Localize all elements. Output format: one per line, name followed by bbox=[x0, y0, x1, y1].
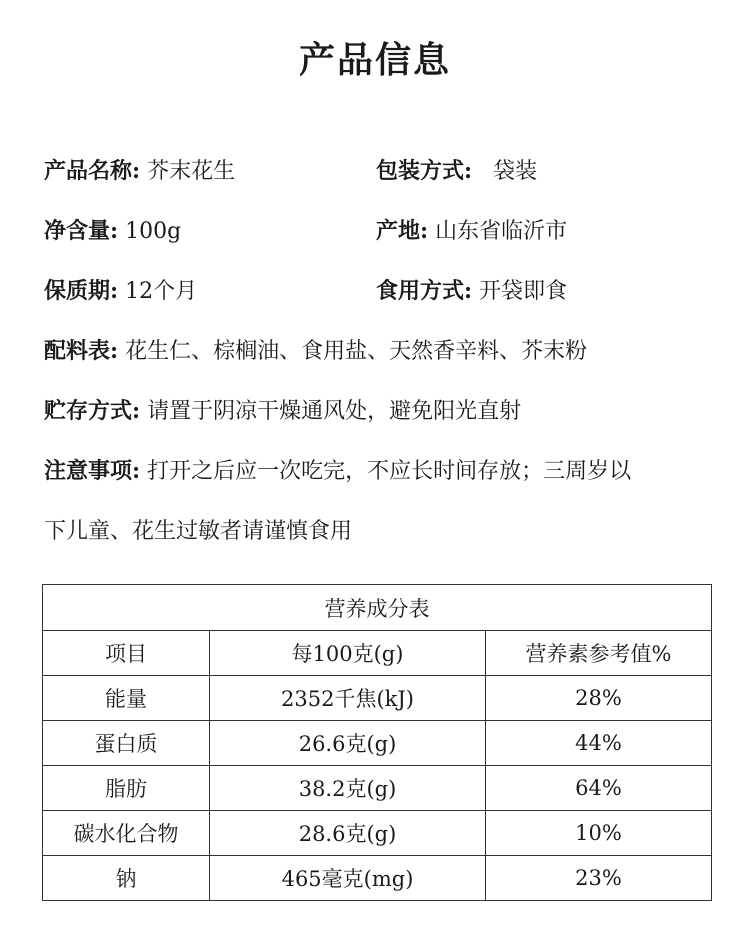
cell-item: 碳水化合物 bbox=[43, 811, 210, 856]
notes-field bbox=[44, 454, 631, 485]
cell-per100: 28.6克(g) bbox=[210, 811, 486, 856]
cell-per100: 465毫克(mg) bbox=[210, 856, 486, 901]
product-name-field bbox=[44, 154, 235, 185]
table-row bbox=[43, 856, 712, 901]
origin-value: 山东省临沂市 bbox=[435, 219, 568, 244]
notes-value-line1: 打开之后应一次吃完，不应长时间存放；三周岁以 bbox=[147, 459, 632, 484]
product-name-label: 产品名称: bbox=[44, 158, 141, 184]
table-row bbox=[43, 766, 712, 811]
header-per100: 每100克(g) bbox=[210, 631, 486, 676]
cell-nrv: 23% bbox=[486, 856, 712, 901]
cell-per100: 38.2克(g) bbox=[210, 766, 486, 811]
ingredients-value: 花生仁、棕榈油、食用盐、天然香辛料、芥末粉 bbox=[125, 339, 588, 364]
packaging-value: 袋装 bbox=[493, 159, 538, 184]
cell-nrv: 64% bbox=[486, 766, 712, 811]
storage-label: 贮存方式: bbox=[44, 398, 141, 424]
origin-label: 产地: bbox=[376, 218, 429, 244]
product-name-value: 芥末花生 bbox=[147, 159, 236, 184]
shelf-life-field bbox=[44, 274, 197, 305]
header-item: 项目 bbox=[43, 631, 210, 676]
usage-field bbox=[376, 274, 567, 305]
cell-item: 蛋白质 bbox=[43, 721, 210, 766]
cell-item: 能量 bbox=[43, 676, 210, 721]
net-weight-label: 净含量: bbox=[44, 218, 119, 244]
page-title: 产品信息 bbox=[298, 39, 451, 81]
table-row bbox=[43, 721, 712, 766]
header-nrv: 营养素参考值% bbox=[486, 631, 712, 676]
notes-value-line2: 下儿童、花生过敏者请谨慎食用 bbox=[44, 519, 353, 544]
net-weight-field bbox=[44, 214, 181, 245]
ingredients-field bbox=[44, 334, 587, 365]
ingredients-label: 配料表: bbox=[44, 338, 119, 364]
origin-field bbox=[376, 214, 567, 245]
packaging-field bbox=[376, 154, 537, 185]
nutrition-table-caption: 营养成分表 bbox=[43, 585, 712, 631]
cell-nrv: 10% bbox=[486, 811, 712, 856]
storage-field bbox=[44, 394, 521, 425]
cell-item: 钠 bbox=[43, 856, 210, 901]
nutrition-table bbox=[42, 584, 712, 901]
storage-value: 请置于阴凉干燥通风处，避免阳光直射 bbox=[147, 399, 522, 424]
cell-per100: 2352千焦(kJ) bbox=[210, 676, 486, 721]
usage-label: 食用方式: bbox=[376, 278, 473, 304]
notes-label: 注意事项: bbox=[44, 458, 141, 484]
usage-value: 开袋即食 bbox=[479, 279, 568, 304]
shelf-life-value: 12个月 bbox=[125, 279, 198, 304]
table-header-row bbox=[43, 631, 712, 676]
cell-item: 脂肪 bbox=[43, 766, 210, 811]
packaging-label: 包装方式: bbox=[376, 158, 473, 184]
notes-field-continued bbox=[44, 514, 352, 545]
table-row bbox=[43, 676, 712, 721]
net-weight-value: 100g bbox=[125, 219, 182, 244]
cell-nrv: 44% bbox=[486, 721, 712, 766]
table-row bbox=[43, 811, 712, 856]
cell-nrv: 28% bbox=[486, 676, 712, 721]
cell-per100: 26.6克(g) bbox=[210, 721, 486, 766]
shelf-life-label: 保质期: bbox=[44, 278, 119, 304]
